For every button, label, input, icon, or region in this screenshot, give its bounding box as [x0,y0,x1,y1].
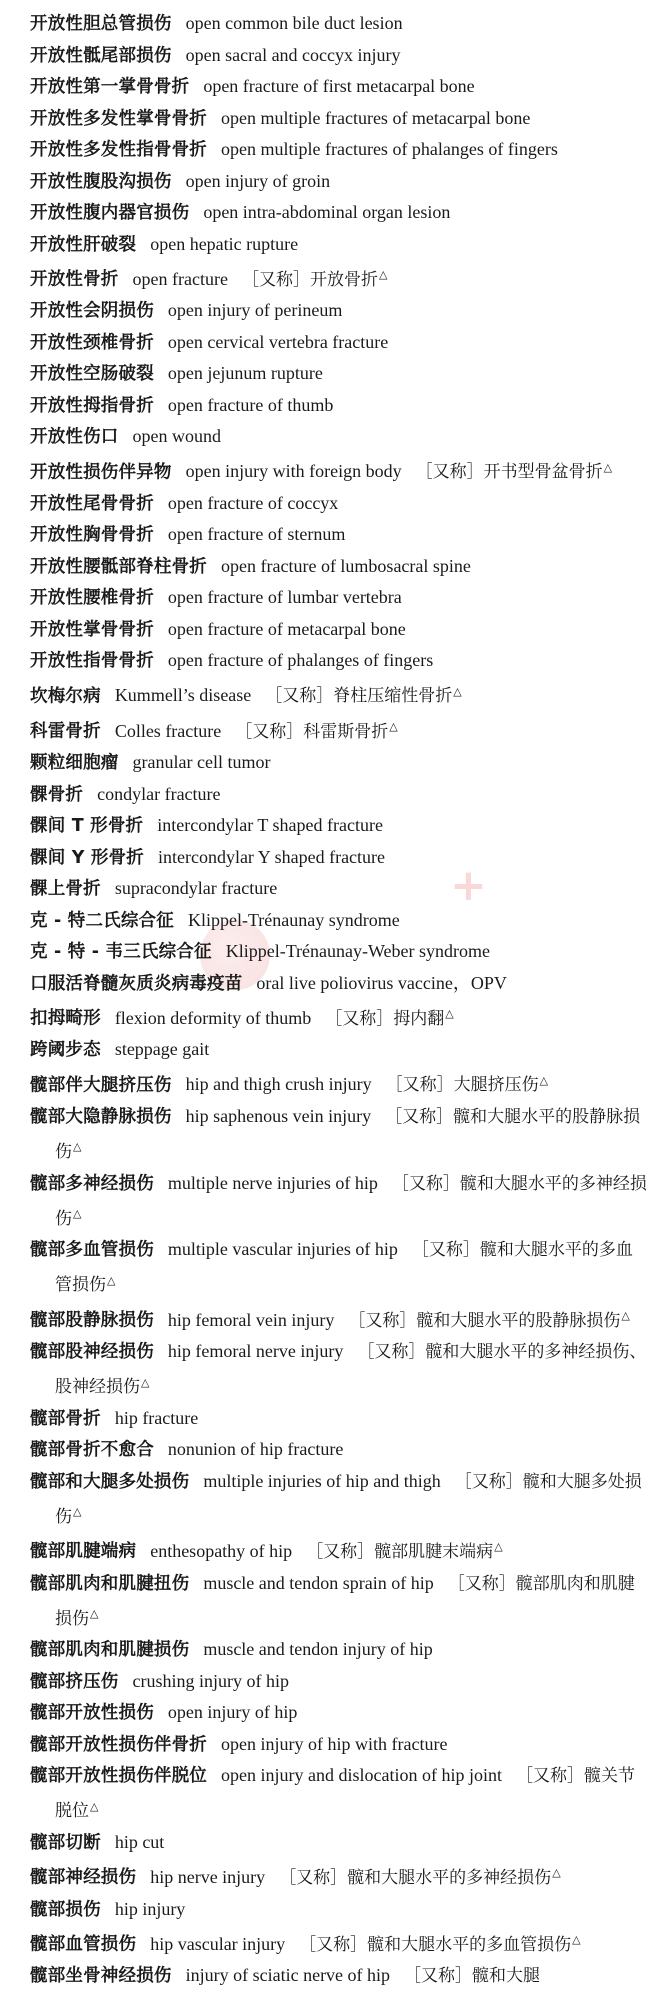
alias-label: ［又称］ [447,1573,516,1594]
alias-label: ［又称］ [391,1173,460,1194]
alias-label: ［又称］ [515,1766,584,1787]
alias-value: 脊柱压缩性骨折 [333,686,453,707]
entry-term-en: hip vascular injury [150,1933,286,1954]
entry-term-en: open injury with foreign body [185,461,402,482]
entry-term-zh: 开放性腹股沟损伤 [30,171,172,192]
dictionary-entry [0,1729,659,1761]
entry-alias [299,1935,580,1955]
dictionary-entry [0,551,659,583]
entry-term-en: open injury of groin [185,170,331,191]
alias-value: 髋关节脱位 [55,1766,635,1822]
entry-term-zh: 口服活脊髓灰质炎病毒疫苗 [30,973,243,994]
entry-term-zh: 开放性多发性指骨骨折 [30,140,207,160]
alias-label: ［又称］ [306,1542,375,1563]
dictionary-entry [0,1168,659,1235]
alias-value: 髋和大腿水平的多血管损伤 [55,1240,633,1296]
dictionary-entry [0,1466,659,1533]
dictionary-entry [0,390,659,422]
entry-term-en: flexion deformity of thumb [114,1007,312,1028]
entry-term-zh: 开放性指骨骨折 [30,651,154,672]
dictionary-entry [0,229,659,261]
entry-term-zh: 开放性尾骨骨折 [30,493,154,514]
entry-term-en: hip nerve injury [150,1867,266,1887]
triangle-mark-icon: △ [141,1375,150,1389]
alias-label: ［又称］ [279,1868,348,1888]
entry-term-zh: 髋部损伤 [30,1899,101,1920]
dictionary-entry [0,1434,659,1466]
entry-term-en: multiple injuries of hip and thigh [203,1470,441,1491]
dictionary-entry [0,71,659,103]
alias-value: 髋部肌肉和肌腱损伤 [55,1573,635,1629]
entry-term-en: enthesopathy of hip [150,1541,293,1562]
dictionary-entry [0,1066,659,1101]
alias-label: ［又称］ [299,1934,368,1955]
dictionary-entry [0,327,659,359]
alias-value: 髋和大腿水平的多血管损伤 [367,1934,572,1955]
dictionary-entry [0,358,659,390]
entry-term-zh: 髋部挤压伤 [30,1671,119,1692]
entry-term-en: steppage gait [114,1039,210,1060]
dictionary-entry [0,260,659,295]
entry-term-zh: 髋部肌腱端病 [30,1542,137,1563]
entry-term-zh: 髋部多神经损伤 [30,1173,154,1194]
dictionary-entry [0,582,659,614]
alias-value: 髋和大腿水平的多神经损伤 [55,1173,647,1229]
entry-term-en: multiple vascular injuries of hip [167,1239,398,1260]
entry-term-zh: 髋部和大腿多处损伤 [30,1471,190,1492]
dictionary-entry [0,1827,659,1859]
dictionary-entry [0,1666,659,1698]
entry-term-en: open fracture of sternum [167,524,346,545]
alias-value: 拇内翻 [393,1008,445,1029]
entry-term-zh: 克 - 特二氏综合征 [30,910,174,931]
entry-alias [386,1075,548,1095]
entry-term-en: multiple nerve injuries of hip [167,1172,378,1193]
entry-term-en: open injury of hip [167,1702,298,1723]
alias-value: 髋和大腿水平的股静脉损伤 [416,1310,621,1331]
alias-label: ［又称］ [404,1966,473,1987]
dictionary-entry [0,1568,659,1635]
entry-term-en: open intra-abdominal organ lesion [203,202,451,222]
triangle-mark-icon: △ [621,1308,630,1322]
entry-term-en: open injury of perineum [167,300,343,321]
triangle-mark-icon: △ [73,1505,82,1519]
entry-term-en: open fracture of phalanges of fingers [167,650,434,671]
dictionary-entry [0,1234,659,1301]
dictionary-entry [0,1960,659,1992]
alias-value: 开书型骨盆骨折 [483,462,603,483]
entry-term-zh: 开放性拇指骨折 [30,395,154,416]
dictionary-entry [0,1858,659,1893]
entry-alias [348,1308,630,1331]
alias-label: ［又称］ [357,1342,426,1363]
alias-value: 髋和大腿水平的多神经损伤、股神经损伤 [55,1342,647,1398]
entry-term-zh: 髋部股神经损伤 [30,1342,154,1363]
alias-label: ［又称］ [385,1106,454,1127]
entry-term-en: Kummell’s disease [114,685,252,706]
entry-term-zh: 开放性第一掌骨骨折 [30,77,190,97]
entry-term-zh: 髋部血管损伤 [30,1934,137,1955]
dictionary-entry [0,421,659,453]
triangle-mark-icon: △ [107,1273,116,1287]
entry-term-en: intercondylar T shaped fracture [157,815,383,836]
entry-term-zh: 克 - 特 - 韦三氏综合征 [30,942,212,963]
alias-value: 髋部肌腱末端病 [374,1542,494,1563]
entry-term-en: open fracture of first metacarpal bone [203,76,475,96]
entry-alias [404,1966,540,1986]
entry-term-en: Klippel-Trénaunay syndrome [187,909,400,930]
triangle-mark-icon: △ [90,1799,99,1813]
entry-term-zh: 髁间 Y 形骨折 [30,847,144,868]
alias-label: ［又称］ [241,269,310,290]
dictionary-entry [0,614,659,646]
entry-term-en: oral live poliovirus vaccine，OPV [256,972,507,993]
entry-term-en: open injury and dislocation of hip joint [221,1765,502,1786]
entry-term-en: open fracture of metacarpal bone [167,618,406,639]
entry-alias [265,686,461,706]
dictionary-entry [0,40,659,72]
dictionary-entry [0,1336,659,1403]
entry-term-en: open sacral and coccyx injury [185,44,401,65]
entry-term-zh: 髁骨折 [30,784,84,805]
dictionary-entry [0,645,659,677]
dictionary-entry [0,1101,659,1168]
entry-term-en: hip injury [114,1898,186,1919]
dictionary-entry [0,103,659,135]
entry-term-zh: 开放性腹内器官损伤 [30,203,190,223]
entry-term-zh: 开放性胆总管损伤 [30,14,172,34]
entry-term-zh: 髋部开放性损伤伴脱位 [30,1766,207,1787]
dictionary-entry [0,747,659,779]
entry-term-zh: 开放性腰骶部脊柱骨折 [30,556,207,577]
dictionary-entry [0,1760,659,1827]
alias-label: ［又称］ [348,1310,417,1331]
entry-term-zh: 开放性空肠破裂 [30,364,154,385]
entry-term-zh: 髋部骨折 [30,1408,101,1429]
dictionary-entry [0,712,659,747]
entry-term-en: nonunion of hip fracture [167,1439,344,1460]
entry-term-en: open hepatic rupture [150,233,299,254]
entry-term-en: open fracture of lumbosacral spine [221,555,471,576]
triangle-mark-icon: △ [73,1207,82,1221]
entry-term-zh: 科雷骨折 [30,721,101,742]
entry-term-zh: 髋部伴大腿挤压伤 [30,1075,172,1096]
dictionary-entry [0,166,659,198]
entry-term-zh: 髋部多血管损伤 [30,1240,154,1261]
dictionary-entry [0,1403,659,1435]
entry-term-zh: 髋部坐骨神经损伤 [30,1966,172,1987]
alias-label: ［又称］ [265,686,334,707]
entry-term-zh: 开放性胸骨骨折 [30,525,154,546]
entry-term-en: Klippel-Trénaunay-Weber syndrome [225,941,491,962]
entry-term-en: crushing injury of hip [132,1670,289,1691]
dictionary-entry [0,1034,659,1066]
triangle-mark-icon: △ [552,1866,561,1880]
entry-term-en: open cervical vertebra fracture [167,331,389,352]
triangle-mark-icon: △ [494,1540,503,1554]
triangle-mark-icon: △ [90,1607,99,1621]
entry-term-zh: 髋部神经损伤 [30,1868,137,1888]
entry-alias [279,1868,560,1888]
entry-alias [242,270,387,290]
alias-label: ［又称］ [235,721,304,742]
entry-term-en: granular cell tumor [132,752,271,773]
entry-term-zh: 髋部开放性损伤 [30,1703,154,1724]
alias-value: 髋和大腿 [472,1966,541,1987]
entry-alias [306,1542,502,1562]
entry-term-zh: 髁上骨折 [30,879,101,900]
entry-alias [235,719,398,742]
alias-label: ［又称］ [325,1008,394,1029]
entry-term-zh: 开放性肝破裂 [30,234,137,255]
alias-value: 大腿挤压伤 [453,1075,539,1096]
entry-term-zh: 开放性骶尾部损伤 [30,45,172,66]
entry-term-en: open fracture [132,268,228,289]
entry-term-en: muscle and tendon injury of hip [203,1639,433,1660]
entry-term-zh: 髋部股静脉损伤 [30,1310,154,1331]
dictionary-entry [0,779,659,811]
entry-term-en: muscle and tendon sprain of hip [203,1572,434,1593]
dictionary-entry [0,1925,659,1960]
entry-term-en: Colles fracture [114,720,222,741]
dictionary-entry [0,295,659,327]
entry-term-en: open multiple fractures of metacarpal bone [221,107,531,128]
triangle-mark-icon: △ [378,268,388,281]
triangle-mark-icon: △ [73,1140,82,1154]
entry-term-en: open fracture of coccyx [167,492,339,513]
entry-term-en: condylar fracture [97,783,221,804]
triangle-mark-icon: △ [389,719,398,733]
entry-term-zh: 开放性会阴损伤 [30,301,154,322]
dictionary-entry [0,1301,659,1336]
entry-term-zh: 跨阈步态 [30,1040,101,1061]
dictionary-entry [0,519,659,551]
entry-term-en: open fracture of thumb [167,394,334,415]
dictionary-entry [0,488,659,520]
entry-term-en: open fracture of lumbar vertebra [167,587,402,608]
entry-term-en: hip fracture [114,1407,199,1428]
entry-term-en: open injury of hip with fracture [221,1733,448,1754]
entry-term-zh: 髋部切断 [30,1832,101,1853]
dictionary-entry [0,842,659,874]
entry-term-en: open common bile duct lesion [185,13,403,33]
entry-term-zh: 髋部开放性损伤伴骨折 [30,1734,207,1755]
entry-term-en: intercondylar Y shaped fracture [157,846,386,867]
alias-label: ［又称］ [454,1471,523,1492]
alias-label: ［又称］ [411,1240,480,1261]
alias-label: ［又称］ [385,1075,454,1096]
entry-term-en: hip cut [114,1831,165,1852]
entry-term-zh: 开放性掌骨骨折 [30,619,154,640]
dictionary-entry [0,1894,659,1926]
triangle-mark-icon: △ [603,460,613,474]
entry-term-en: injury of sciatic nerve of hip [185,1965,391,1986]
entry-term-en: open wound [132,426,221,447]
entry-term-zh: 开放性骨折 [30,269,119,290]
dictionary-entry [0,968,659,1000]
alias-value: 开放骨折 [309,269,378,290]
entry-alias [325,1009,453,1029]
triangle-mark-icon: △ [539,1073,549,1087]
dictionary-entry [0,999,659,1034]
entry-term-zh: 开放性颈椎骨折 [30,332,154,353]
dictionary-entry [0,1532,659,1567]
alias-value: 科雷斯骨折 [303,721,389,742]
entry-term-en: hip and thigh crush injury [185,1074,372,1095]
entry-alias [416,462,612,482]
entry-term-zh: 开放性损伤伴异物 [30,462,172,483]
triangle-mark-icon: △ [445,1007,454,1021]
entry-term-zh: 开放性腰椎骨折 [30,588,154,609]
dictionary-entry [0,936,659,968]
entry-term-zh: 髋部骨折不愈合 [30,1440,154,1461]
alias-value: 髋和大腿水平的股静脉损伤 [55,1106,641,1163]
entry-term-zh: 开放性伤口 [30,427,119,448]
entry-term-zh: 髁间 T 形骨折 [30,816,144,837]
entry-term-en: open jejunum rupture [167,363,323,384]
dictionary-entry [0,677,659,712]
dictionary-entry [0,873,659,905]
entry-term-zh: 髋部大隐静脉损伤 [30,1106,172,1127]
alias-label: ［又称］ [415,462,484,483]
entry-term-zh: 扣拇畸形 [30,1008,101,1029]
dictionary-entry [0,1697,659,1729]
dictionary-entry [0,197,659,229]
entry-term-zh: 髋部肌肉和肌腱扭伤 [30,1573,190,1594]
entry-term-zh: 开放性多发性掌骨骨折 [30,108,207,129]
entry-term-zh: 坎梅尔病 [30,686,101,707]
triangle-mark-icon: △ [572,1933,581,1946]
entry-term-zh: 髋部肌肉和肌腱损伤 [30,1640,190,1661]
entry-term-en: supracondylar fracture [114,878,278,899]
dictionary-entry [0,1634,659,1666]
alias-value: 髋和大腿水平的多神经损伤 [347,1868,552,1888]
alias-value: 髋和大腿多处损伤 [55,1471,642,1527]
entry-term-en: hip femoral vein injury [167,1309,335,1330]
entry-term-zh: 颗粒细胞瘤 [30,753,119,774]
entry-term-en: hip femoral nerve injury [167,1341,344,1362]
dictionary-entry [0,810,659,842]
dictionary-entry [0,453,659,488]
dictionary-entry [0,134,659,166]
dictionary-entry [0,905,659,937]
triangle-mark-icon: △ [453,684,462,698]
dictionary-entry [0,8,659,40]
entry-term-en: open multiple fractures of phalanges of fingers [221,139,558,159]
watermark-cross-icon: + [450,860,487,911]
entry-term-en: hip saphenous vein injury [185,1105,372,1126]
